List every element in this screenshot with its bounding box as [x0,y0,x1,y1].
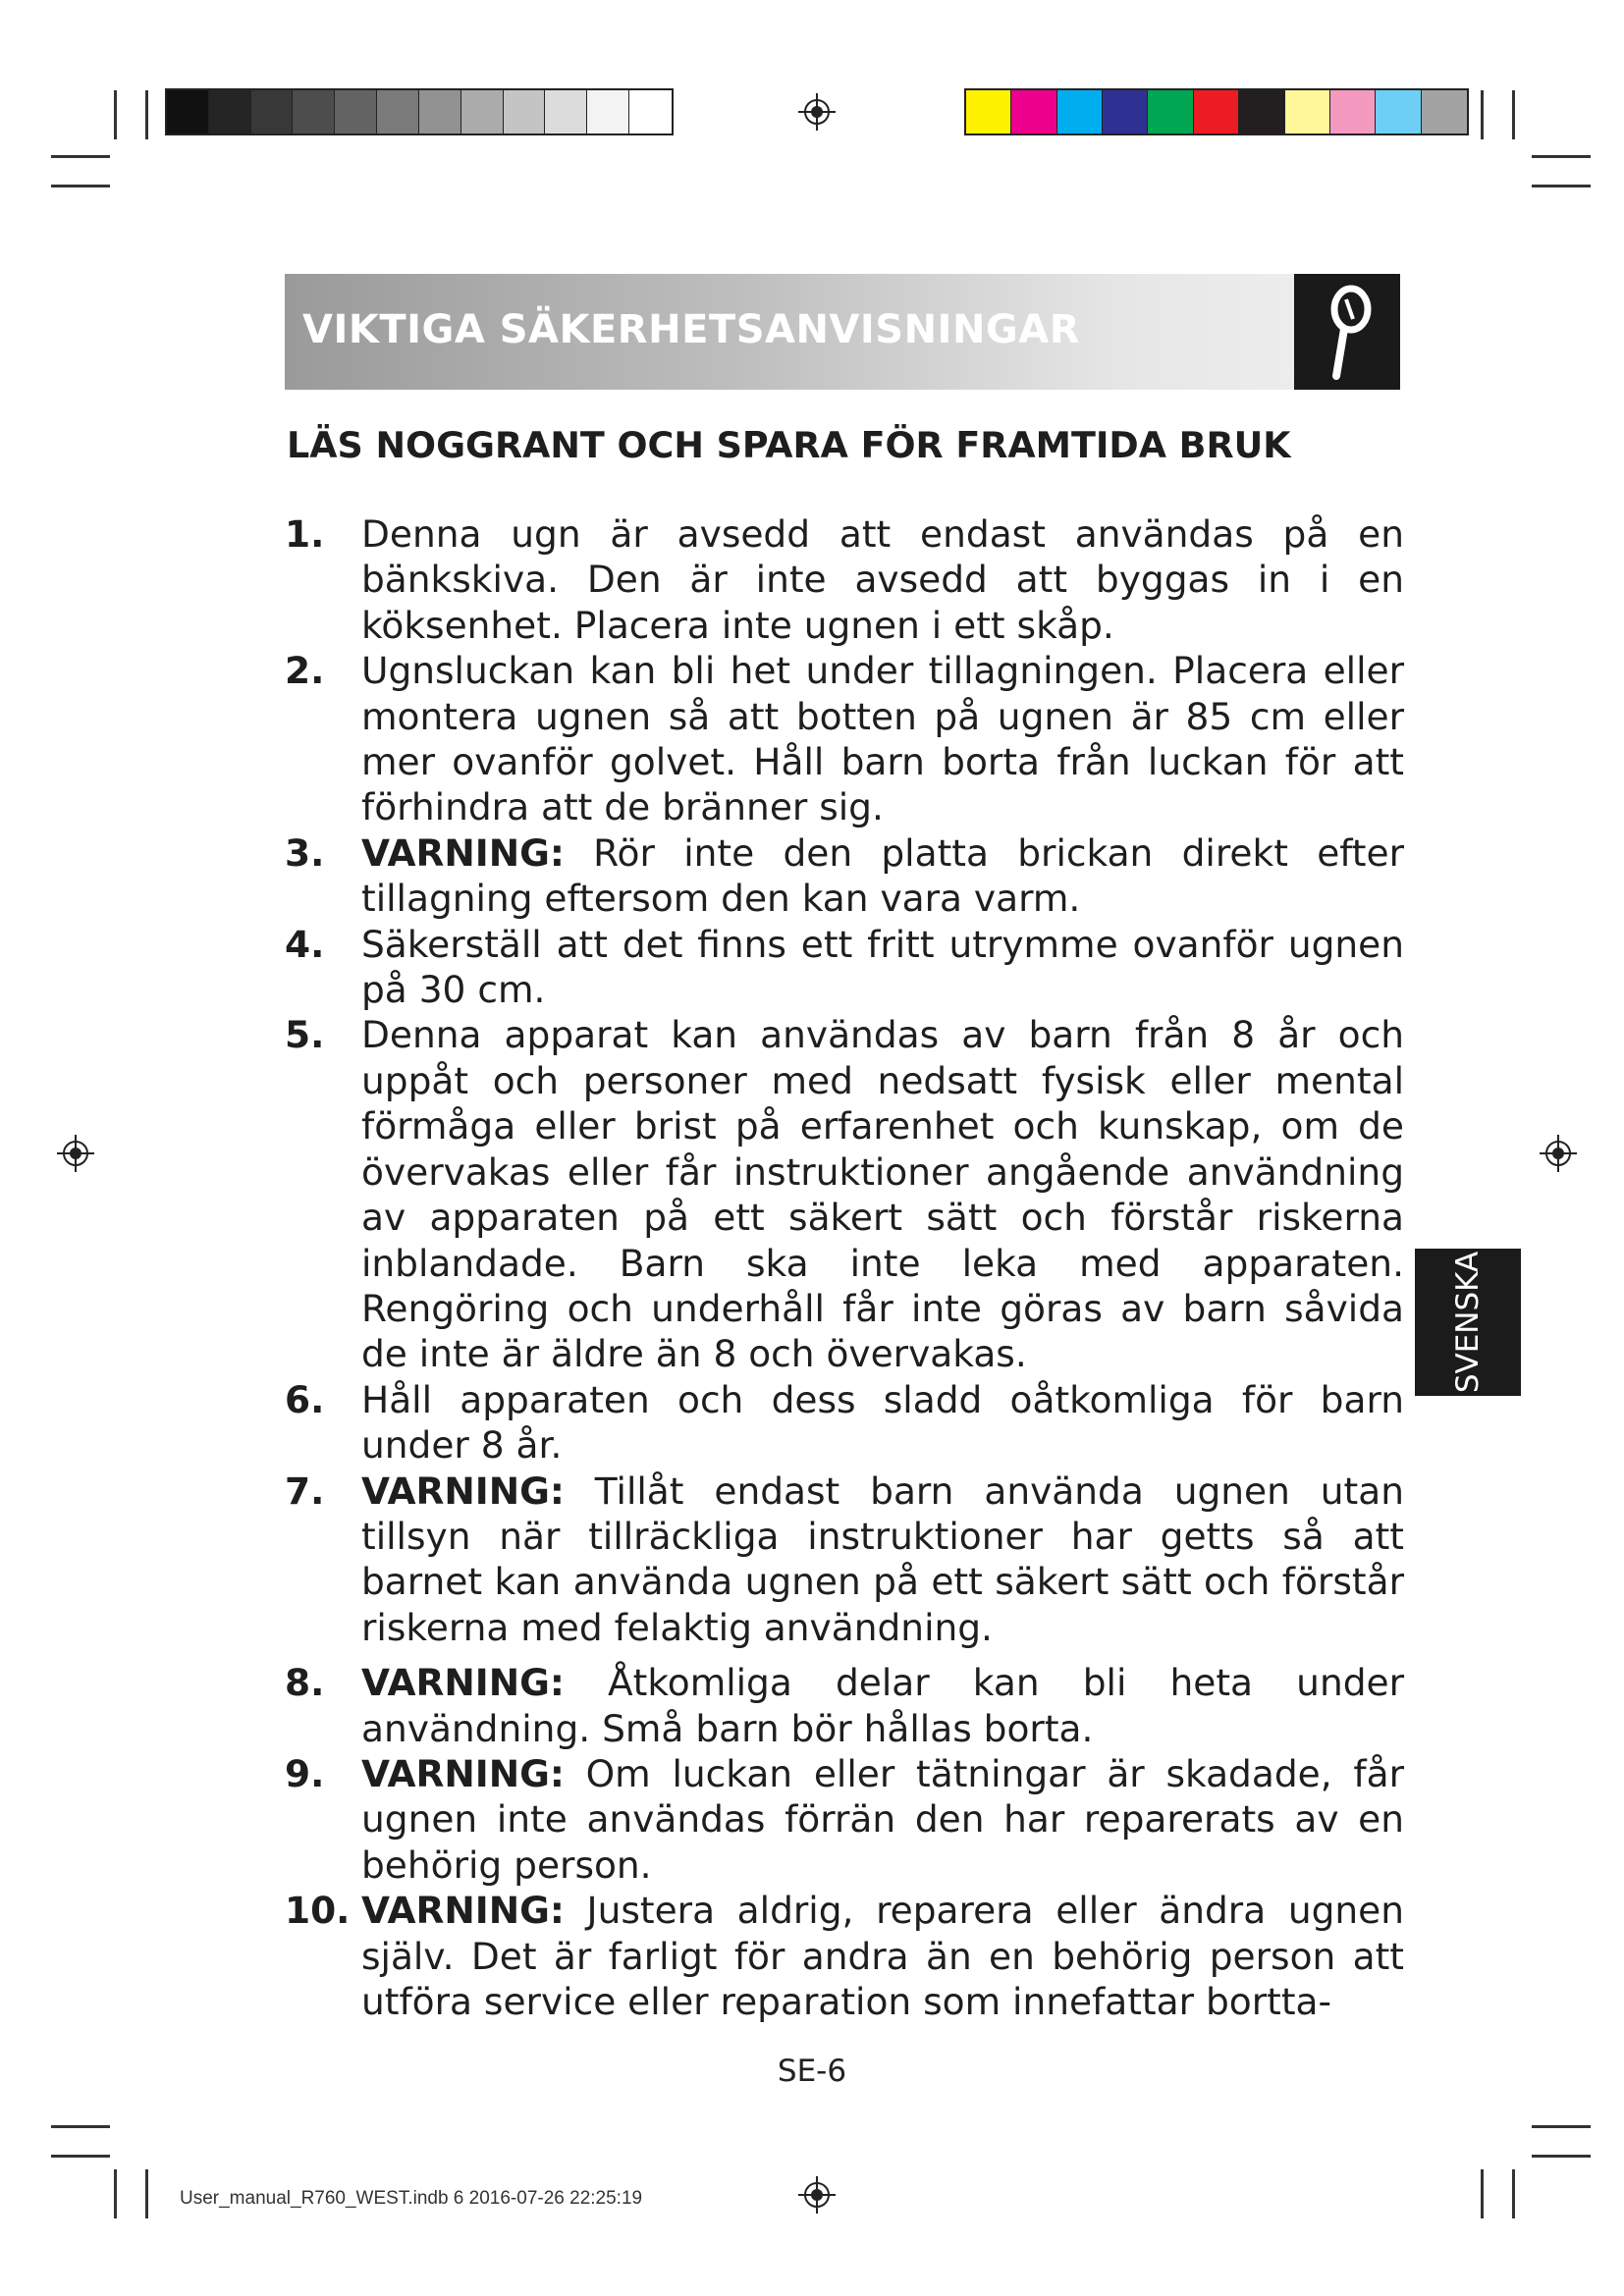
magnifier-icon [1294,274,1400,390]
gray-swatch [504,90,546,133]
item-number: 6. [285,1377,325,1421]
safety-instructions-list [285,511,1404,2024]
color-swatch [1239,90,1284,133]
item-text: Tillåt endast barn använda ugnen utan tillsyn när tillräckliga instruktioner har getts så att barnet kan använda ugnen på ett säkert sätt och förstår riskerna med felaktig användning. [361,1468,1405,1649]
warning-label: VARNING: [361,1661,565,1705]
color-swatch [1330,90,1376,133]
item-text: Rör inte den platta brickan direkt efter tillagning eftersom den kan vara varm. [361,830,1405,921]
print-footer: User_manual_R760_WEST.indb 6 2016-07-26 22:25:19 [180,2188,643,2209]
item-text: Denna apparat kan användas av barn från 8 år och uppåt och personer med nedsatt fysisk eller mental förmåga eller brist på erfarenhet och kunskap, om de övervakas eller får instruktioner angående användning av apparaten på ett säkert sätt och förstår riskerna inblandade. Barn ska inte leka med apparaten. Rengöring och underhåll får inte göras av barn såvida de inte är äldre än 8 och övervakas. [361,1013,1404,1376]
warning-label: VARNING: [361,1468,565,1513]
item-number: 4. [285,922,325,966]
item-text: Åtkomliga delar kan bli heta under användning. Små barn bör hållas borta. [361,1661,1404,1750]
color-calibration-bar [964,88,1469,135]
color-swatch [1194,90,1239,133]
item-number: 5. [285,1013,325,1057]
item-text: Ugnsluckan kan bli het under tillagningen. Placera eller montera ugnen så att botten på ugnen är 85 cm eller mer ovanför golvet. Håll barn borta från luckan för att förhindra att de bränner sig. [361,649,1404,829]
gray-swatch [587,90,629,133]
color-swatch [1422,90,1467,133]
gray-swatch [209,90,251,133]
gray-swatch [461,90,504,133]
section-banner [285,274,1400,390]
list-item [285,1660,1404,1751]
gray-swatch [545,90,587,133]
registration-mark-icon [1540,1135,1577,1172]
language-tab [1415,1249,1521,1396]
crop-mark [51,155,110,158]
crop-mark [145,2169,148,2218]
crop-mark [1512,2169,1515,2218]
crop-mark [114,2169,117,2218]
crop-mark [1481,2169,1484,2218]
item-number: 7. [285,1468,325,1513]
color-swatch [1148,90,1193,133]
item-number: 3. [285,830,325,875]
language-tab-label: SVENSKA [1450,1251,1486,1394]
color-swatch [1011,90,1056,133]
item-number: 9. [285,1751,325,1795]
item-text: Justera aldrig, reparera eller ändra ugnen själv. Det är farligt för andra än en behörig person att utföra service eller reparation som innefattar bortta- [361,1889,1405,2023]
list-item [285,1468,1404,1651]
registration-mark-icon [57,1135,94,1172]
item-number: 1. [285,512,325,556]
crop-mark [1481,90,1484,139]
item-text: Om luckan eller tätningar är skadade, får ugnen inte användas förrän den har reparerats av en behörig person. [361,1751,1405,1887]
list-item [285,1012,1404,1376]
gray-swatch [377,90,419,133]
color-swatch [1057,90,1103,133]
page-number: SE-6 [777,2054,847,2089]
item-number: 10. [285,1889,351,1933]
crop-mark [51,2155,110,2158]
item-text: Säkerställ att det finns ett fritt utrymme ovanför ugnen på 30 cm. [361,922,1404,1012]
crop-mark [51,2125,110,2128]
registration-mark-icon [798,2176,836,2214]
crop-mark [51,185,110,187]
color-swatch [1285,90,1330,133]
gray-swatch [167,90,209,133]
registration-mark-icon [798,93,836,131]
gray-swatch [251,90,294,133]
crop-mark [1532,2155,1591,2158]
gray-swatch [293,90,335,133]
list-item [285,1377,1404,1468]
crop-mark [1512,90,1515,139]
grayscale-calibration-bar [165,88,674,135]
gray-swatch [335,90,377,133]
list-item [285,648,1404,830]
warning-label: VARNING: [361,1889,565,1933]
warning-label: VARNING: [361,1751,565,1795]
item-number: 8. [285,1661,325,1705]
color-swatch [1376,90,1421,133]
color-swatch [966,90,1011,133]
list-item [285,1751,1404,1888]
warning-label: VARNING: [361,830,565,875]
crop-mark [1532,185,1591,187]
list-item [285,1888,1404,2024]
gray-swatch [629,90,672,133]
gray-swatch [419,90,461,133]
list-item [285,922,1404,1013]
item-text: Håll apparaten och dess sladd oåtkomliga för barn under 8 år. [361,1377,1404,1468]
item-number: 2. [285,649,325,693]
crop-mark [1532,155,1591,158]
item-text: Denna ugn är avsedd att endast användas på en bänkskiva. Den är inte avsedd att byggas in i en köksenhet. Placera inte ugnen i ett skåp. [361,512,1404,647]
list-item [285,511,1404,648]
crop-mark [1532,2125,1591,2128]
page-heading: LÄS NOGGRANT OCH SPARA FÖR FRAMTIDA BRUK [287,424,1291,466]
color-swatch [1103,90,1148,133]
crop-mark [145,90,148,139]
banner-title: VIKTIGA SÄKERHETSANVISNINGAR [302,307,1081,352]
list-item [285,830,1404,922]
crop-mark [114,90,117,139]
